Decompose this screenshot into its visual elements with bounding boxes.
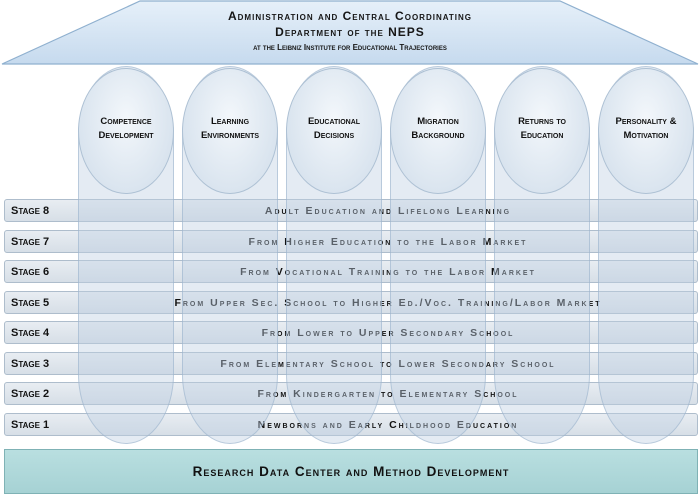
stage-title: From Kindergarten to Elementary School [257, 388, 519, 400]
stage-title: From Elementary School to Lower Secondary School [220, 358, 556, 370]
stage-title: From Upper Sec. School to Higher Ed./Voc. Training/Labor Market [174, 297, 602, 309]
pillar-learning-environments [178, 115, 282, 143]
stage-title: From Vocational Training to the Labor Market [240, 266, 536, 278]
roof-title-line2: Department of the NEPS [275, 25, 425, 39]
pillar-label-line1: Personality & [615, 116, 677, 127]
pillar-label-line2: Environments [200, 130, 260, 141]
stage-label: Stage 6 [11, 266, 50, 278]
stage-label: Stage 1 [11, 419, 50, 431]
stage-label: Stage 5 [11, 297, 50, 309]
pillar-educational-decisions [282, 115, 386, 143]
stage-label: Stage 2 [11, 388, 50, 400]
stage-title: Newborns and Early Childhood Education [257, 419, 519, 431]
pillar-label-line1: Competence [100, 116, 152, 127]
foundation-label: Research Data Center and Method Development [192, 464, 510, 479]
pillar-returns-to-education [490, 115, 594, 143]
pillar-migration-background [386, 115, 490, 143]
pillar-label-line1: Learning [210, 116, 250, 127]
foundation-block [4, 449, 698, 494]
stage-title: From Lower to Upper Secondary School [261, 327, 515, 339]
pillar-personality-motivation [594, 115, 698, 143]
pillar-label-line1: Educational [307, 116, 361, 127]
pillar-label-line2: Decisions [313, 130, 355, 141]
pillar-label-line2: Development [98, 130, 154, 141]
pillar-label-line1: Returns to [518, 116, 566, 127]
stage-title: Adult Education and Lifelong Learning [264, 205, 512, 217]
pillar-label-line2: Background [411, 130, 465, 141]
stage-label: Stage 8 [11, 205, 50, 217]
pillar-label-line2: Motivation [623, 130, 669, 141]
stage-label: Stage 7 [11, 236, 50, 248]
stage-label: Stage 3 [11, 358, 50, 370]
pillar-label-line1: Migration [417, 116, 459, 127]
stage-label: Stage 4 [11, 327, 50, 339]
pillar-competence-development [74, 115, 178, 143]
roof-title-line1: Administration and Central Coordinating [227, 9, 473, 23]
pillar-label-line2: Education [520, 130, 564, 141]
roof-subtitle: at the Leibniz Institute for Educational Trajectories [253, 43, 447, 52]
stage-title: From Higher Education to the Labor Market [248, 236, 528, 248]
